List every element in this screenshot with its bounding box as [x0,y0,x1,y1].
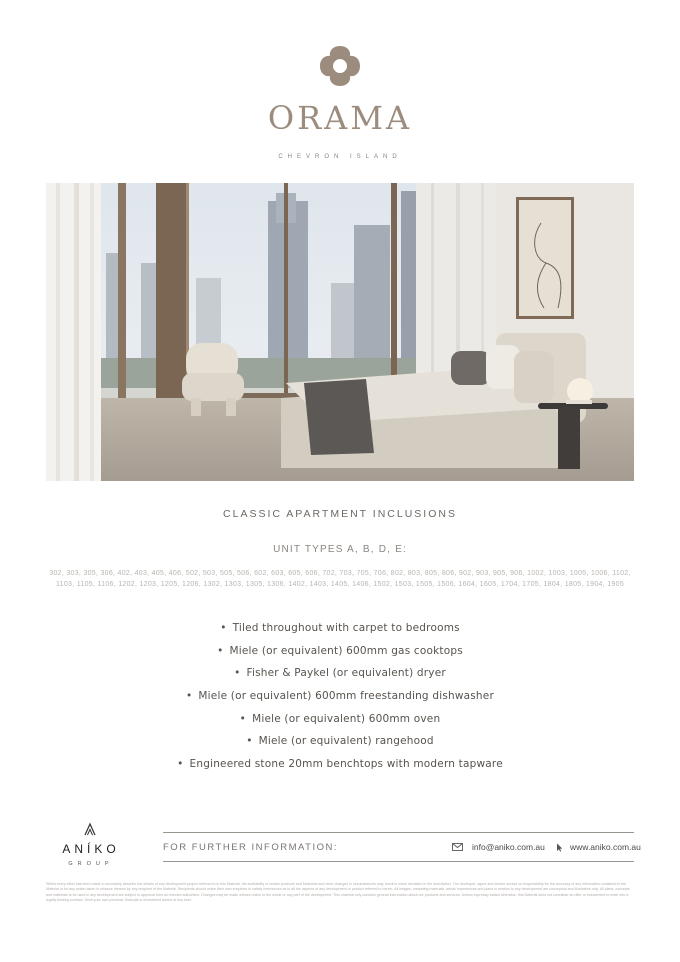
list-item: • Miele (or equivalent) rangehood [0,733,680,756]
website-link[interactable]: www.aniko.com.au [570,842,641,852]
list-item: • Miele (or equivalent) 600mm freestanding dishwasher [0,688,680,711]
further-info-label: FOR FURTHER INFORMATION: [163,842,338,853]
footer-top-rule [163,832,634,833]
list-item: • Fisher & Paykel (or equivalent) dryer [0,665,680,688]
list-item: • Tiled throughout with carpet to bedrooms [0,620,680,643]
email-link[interactable]: info@aniko.com.au [472,842,545,852]
cursor-icon [556,843,563,852]
email-contact[interactable] [452,842,545,852]
orama-flower-logo-icon [318,44,362,88]
list-item: • Miele (or equivalent) 600mm gas cooktops [0,643,680,666]
aniko-chevron-icon [84,822,96,836]
company-name: ANÍKO [62,842,120,856]
brand-name: ORAMA [267,99,413,137]
unit-types-title: UNIT TYPES A, B, D, E: [273,544,407,555]
section-title: CLASSIC APARTMENT INCLUSIONS [223,508,457,520]
unit-number-list: 302, 303, 305, 306, 402, 403, 405, 406, 502, 503, 505, 506, 602, 603, 605, 606, 702, 703, 705, 706, 802, 803, 805, 806, 902, 903, 905, 906, 1002, 1003, 1005, 1006, 1102, 1103, 1105, 1106, 1202, 1203, 1205, 1206, 1302, 1303, 1305, 1306, 1402, 1403, 1405, 1406, 1502, 1503, 1505, 1506, 1604, 1605, 1704, 1705, 1804, 1805, 1904, 1905 [49,570,631,588]
company-subtitle: GROUP [68,861,114,867]
bedroom-render-image [46,183,634,481]
list-item: • Miele (or equivalent) 600mm oven [0,711,680,734]
disclaimer-text: Whilst every effort has been made to accurately describe the details of any development project referred to in this Material, the availability of certain products and Materials and other changes in circumstances may result in some deviation in the description. The developer, agent and vendor accept no responsibility for the accuracy of any information contained in the Material or for any action taken in reliance thereon by any recipient of the Material. Recipients should make their own enquiries to satisfy themselves as to all the aspects of any development or product referred to herein. All images, marketing materials, artists' impressions and plans in relation to any development are conceptual and illustrative only. All plans, concepts and materials to be used in any development are subject to approval from all relevant authorities. Changes may be made without notice to the whole or any part of the development. This material only contains general information about our products and services. Unless expressly stated otherwise, this Material does not constitute an offer or inducement to enter into a legally binding contract. Seek your own personal, financial or investment advice of any kind. [46,882,630,903]
list-item: • Engineered stone 20mm benchtops with modern tapware [0,756,680,779]
inclusions-list [0,620,680,779]
envelope-icon [452,843,463,851]
brand-subtitle: CHEVRON ISLAND [278,154,402,160]
footer-bottom-rule [163,861,634,862]
website-contact[interactable] [556,842,641,852]
